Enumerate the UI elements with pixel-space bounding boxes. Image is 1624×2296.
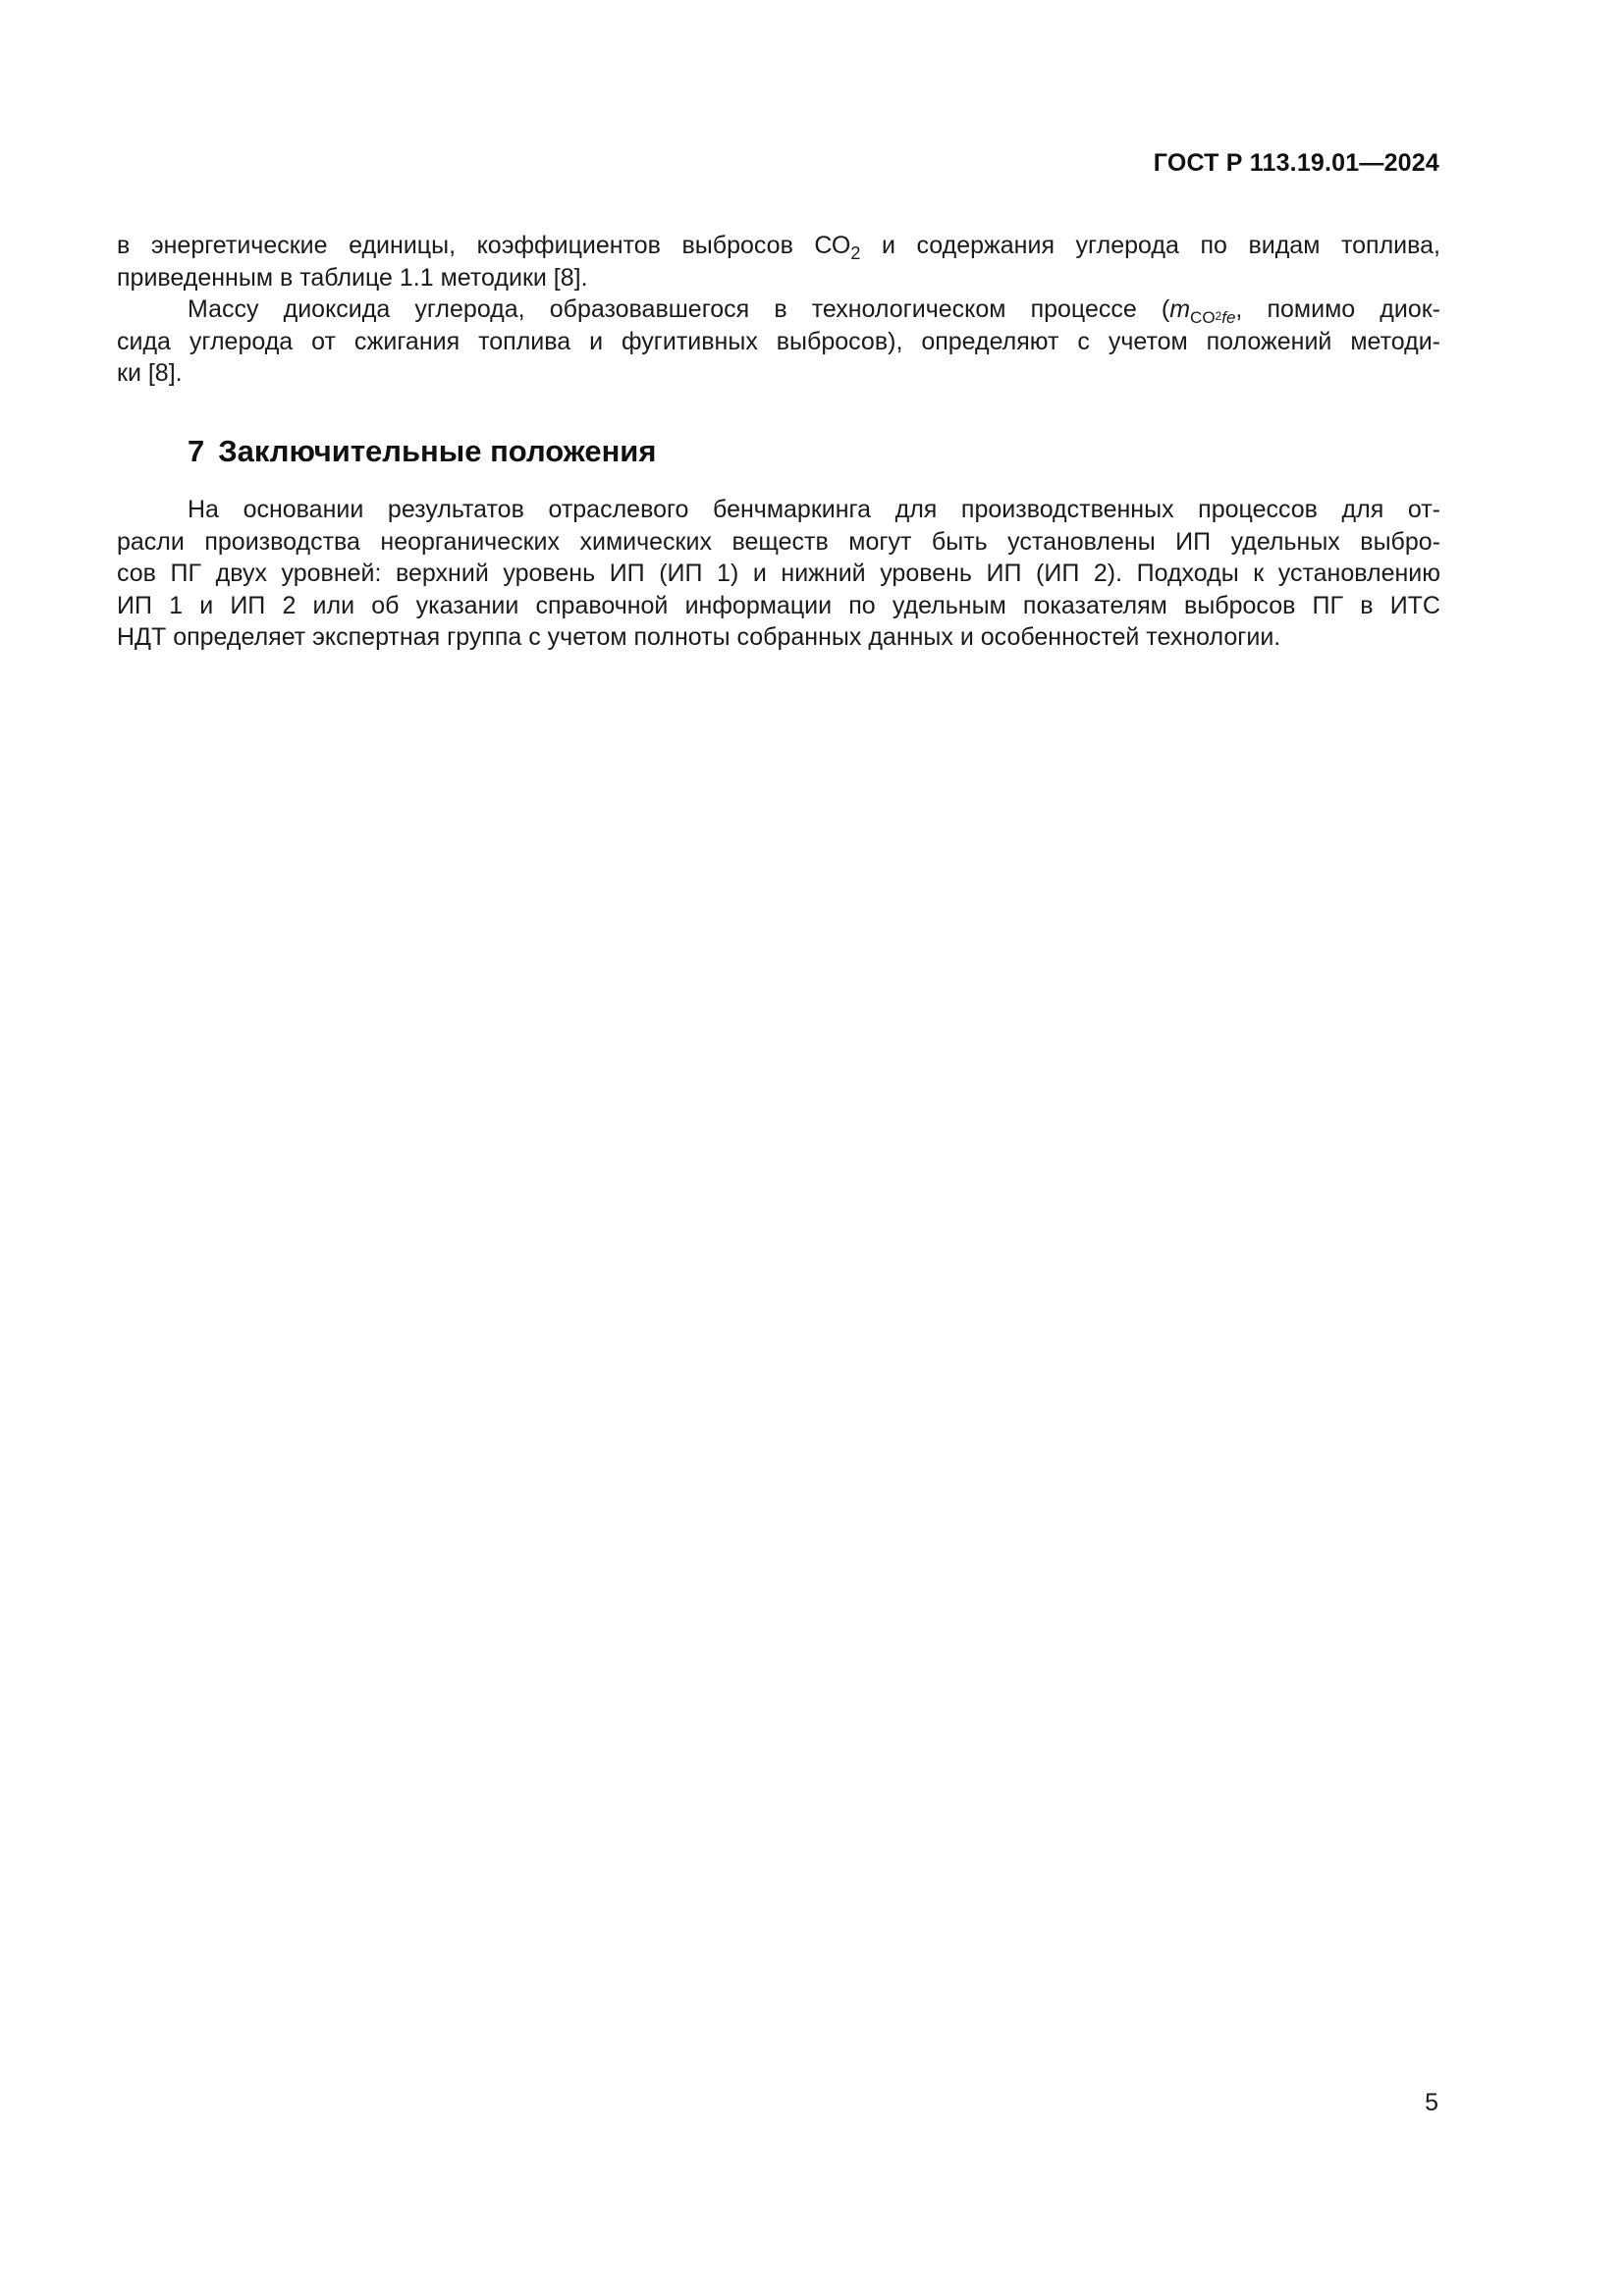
paragraph-line: сида углерода от сжигания топлива и фугитивных выбросов), определяют с учетом положений методи- [117, 327, 1440, 355]
section-heading-7 [188, 434, 656, 469]
page-number: 5 [1425, 2089, 1438, 2116]
paragraph-line: в энергетические единицы, коэффициентов выбросов $СО_2$ и содержания углерода по видам топлива, [117, 232, 1440, 263]
section-number: 7 [188, 434, 205, 468]
formula-subscript-co: CO [1190, 308, 1216, 327]
paragraph-line: ки [8]. [117, 359, 183, 387]
paragraph-line: На основании результатов отраслевого бенчмаркинга для производственных процессов для от- [188, 496, 1440, 523]
paragraph-line: ИП 1 и ИП 2 или об указании справочной информации по удельным показателям выбросов ПГ в ИТС [117, 591, 1440, 619]
standard-code-header: ГОСТ Р 113.19.01—2024 [1153, 149, 1439, 177]
formula-subscript-2: 2 [1215, 309, 1222, 323]
paragraph-line: Массу диоксида углерода, образовавшегося в технологическом процессе ($m_{CO}2_{fe}$, помимо диок- [188, 295, 1440, 327]
section-title: Заключительные положения [218, 434, 657, 468]
subscript-2: 2 [850, 243, 861, 263]
paragraph-final-provisions [117, 494, 1440, 654]
paragraph-co2-mass [117, 294, 1440, 390]
paragraph-line: сов ПГ двух уровней: верхний уровень ИП (ИП 1) и нижний уровень ИП (ИП 2). Подходы к установлению [117, 560, 1440, 587]
formula-subscript-fe: fe [1221, 308, 1236, 327]
paragraph-line: расли производства неорганических химических веществ могут быть установлены ИП удельных выбро- [117, 527, 1440, 556]
paragraph-fuel-factors [117, 230, 1440, 294]
paragraph-line: НДТ определяет экспертная группа с учетом полноты собранных данных и особенностей технологии. [117, 623, 1281, 651]
formula-symbol-m: m [1169, 295, 1191, 323]
paragraph-line: приведенным в таблице 1.1 методики [8]. [117, 263, 588, 292]
